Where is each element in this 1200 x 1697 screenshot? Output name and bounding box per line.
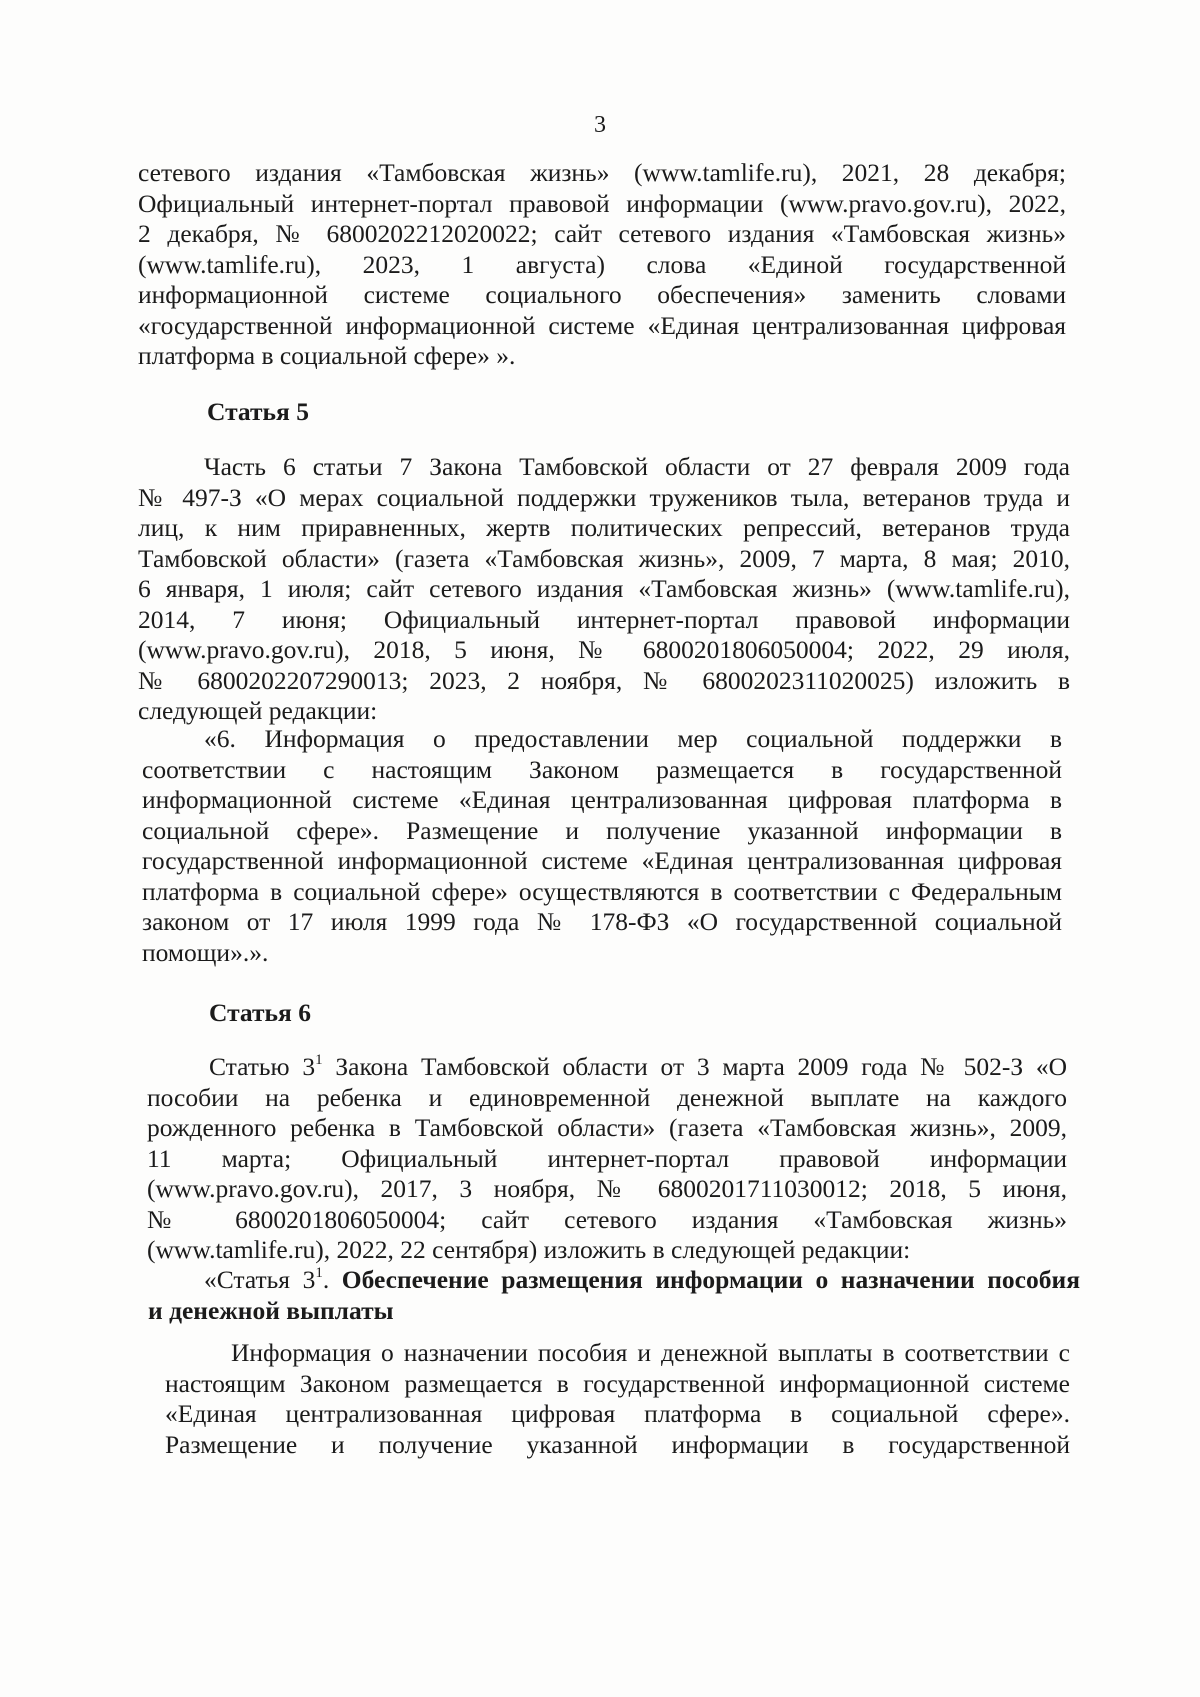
text-line: информационной системе «Единая централизованная цифровая платформа в <box>142 785 1062 814</box>
text-line: пособии на ребенка и единовременной денежной выплате на каждого <box>147 1082 1067 1112</box>
text-line: 2014, 7 июня; Официальный интернет-портал правовой информации <box>138 604 1070 634</box>
article-6-first-line: Статью $3^1$ Закона Тамбовской области от 3 марта 2009 года № 502-З «О <box>209 1052 1067 1081</box>
paragraph-article-6-intro <box>147 1052 1067 1266</box>
text-line: Официальный интернет-портал правовой информации (www.pravo.gov.ru), 2022, <box>138 188 1066 218</box>
text-line: платформа в социальной сфере» осуществляются в соответствии с Федеральным <box>142 876 1062 906</box>
text-line: (www.pravo.gov.ru), 2017, 3 ноября, № 6800201711030012; 2018, 5 июня, <box>147 1174 1067 1203</box>
text-line: Информация о назначении пособия и денежной выплаты в соответствии с <box>231 1338 1070 1367</box>
text-line: «государственной информационной системе «Единая централизованная цифровая <box>138 310 1066 340</box>
text-line: 6 января, 1 июля; сайт сетевого издания «Тамбовская жизнь» (www.tamlife.ru), <box>138 574 1070 603</box>
text-line: платформа в социальной сфере» ». <box>138 341 516 370</box>
text-line: лиц, к ним приравненных, жертв политических репрессий, ветеранов труда <box>138 513 1070 542</box>
text-line: (www.tamlife.ru), 2023, 1 августа) слова «Единой государственной <box>138 249 1066 279</box>
text-line: (www.tamlife.ru), 2022, 22 сентября) изложить в следующей редакции: <box>147 1235 911 1264</box>
text-line: (www.pravo.gov.ru), 2018, 5 июня, № 6800201806050004; 2022, 29 июля, <box>138 635 1070 664</box>
heading-article-6: Статья 6 <box>209 998 311 1027</box>
text-line: 11 марта; Официальный интернет-портал правовой информации <box>147 1143 1067 1173</box>
text-line: рожденного ребенка в Тамбовской области» (газета «Тамбовская жизнь», 2009, <box>147 1113 1067 1142</box>
text-line: настоящим Законом размещается в государственной информационной системе <box>165 1368 1070 1398</box>
text-line: информационной системе социального обеспечения» заменить словами <box>138 280 1066 309</box>
heading-article-5: Статья 5 <box>207 397 309 426</box>
text-line: № 497-З «О мерах социальной поддержки тружеников тыла, ветеранов труда и <box>138 482 1070 512</box>
text-line: помощи».». <box>142 937 269 967</box>
page-number: 3 <box>594 112 606 138</box>
text-line: следующей редакции: <box>138 696 378 725</box>
text-line: государственной информационной системе «Единая централизованная цифровая <box>142 846 1062 875</box>
text-line: № 6800202207290013; 2023, 2 ноября, № 6800202311020025) изложить в <box>138 665 1070 695</box>
text-line: № 6800201806050004; сайт сетевого издания «Тамбовская жизнь» <box>147 1204 1067 1234</box>
text-line: Размещение и получение указанной информации в государственной <box>165 1429 1070 1459</box>
paragraph-article-3-1-body <box>165 1338 1070 1460</box>
paragraph-article-5-intro <box>138 452 1070 727</box>
paragraph-amendment-continuation <box>138 158 1066 372</box>
text-line: соответствии с настоящим Законом размещается в государственной <box>142 754 1062 784</box>
text-line: Часть 6 статьи 7 Закона Тамбовской области от 27 февраля 2009 года <box>204 452 1070 481</box>
text-line: сетевого издания «Тамбовская жизнь» (www.tamlife.ru), 2021, 28 декабря; <box>138 158 1066 187</box>
text-line: «Единая централизованная цифровая платформа в социальной сфере». <box>165 1399 1070 1428</box>
text-line: законом от 17 июля 1999 года № 178-ФЗ «О государственной социальной <box>142 907 1062 936</box>
text-line: «6. Информация о предоставлении мер социальной поддержки в <box>204 724 1062 753</box>
paragraph-article-5-quote <box>142 724 1062 968</box>
text-line: Тамбовской области» (газета «Тамбовская жизнь», 2009, 7 марта, 8 мая; 2010, <box>138 543 1070 573</box>
text-line: социальной сфере». Размещение и получение указанной информации в <box>142 815 1062 845</box>
article-3-1-title: «Статья $3^1$. Обеспечение размещения информации о назначении пособия и денежной выплаты <box>148 1265 1080 1325</box>
text-line: 2 декабря, № 6800202212020022; сайт сетевого издания «Тамбовская жизнь» <box>138 219 1066 248</box>
